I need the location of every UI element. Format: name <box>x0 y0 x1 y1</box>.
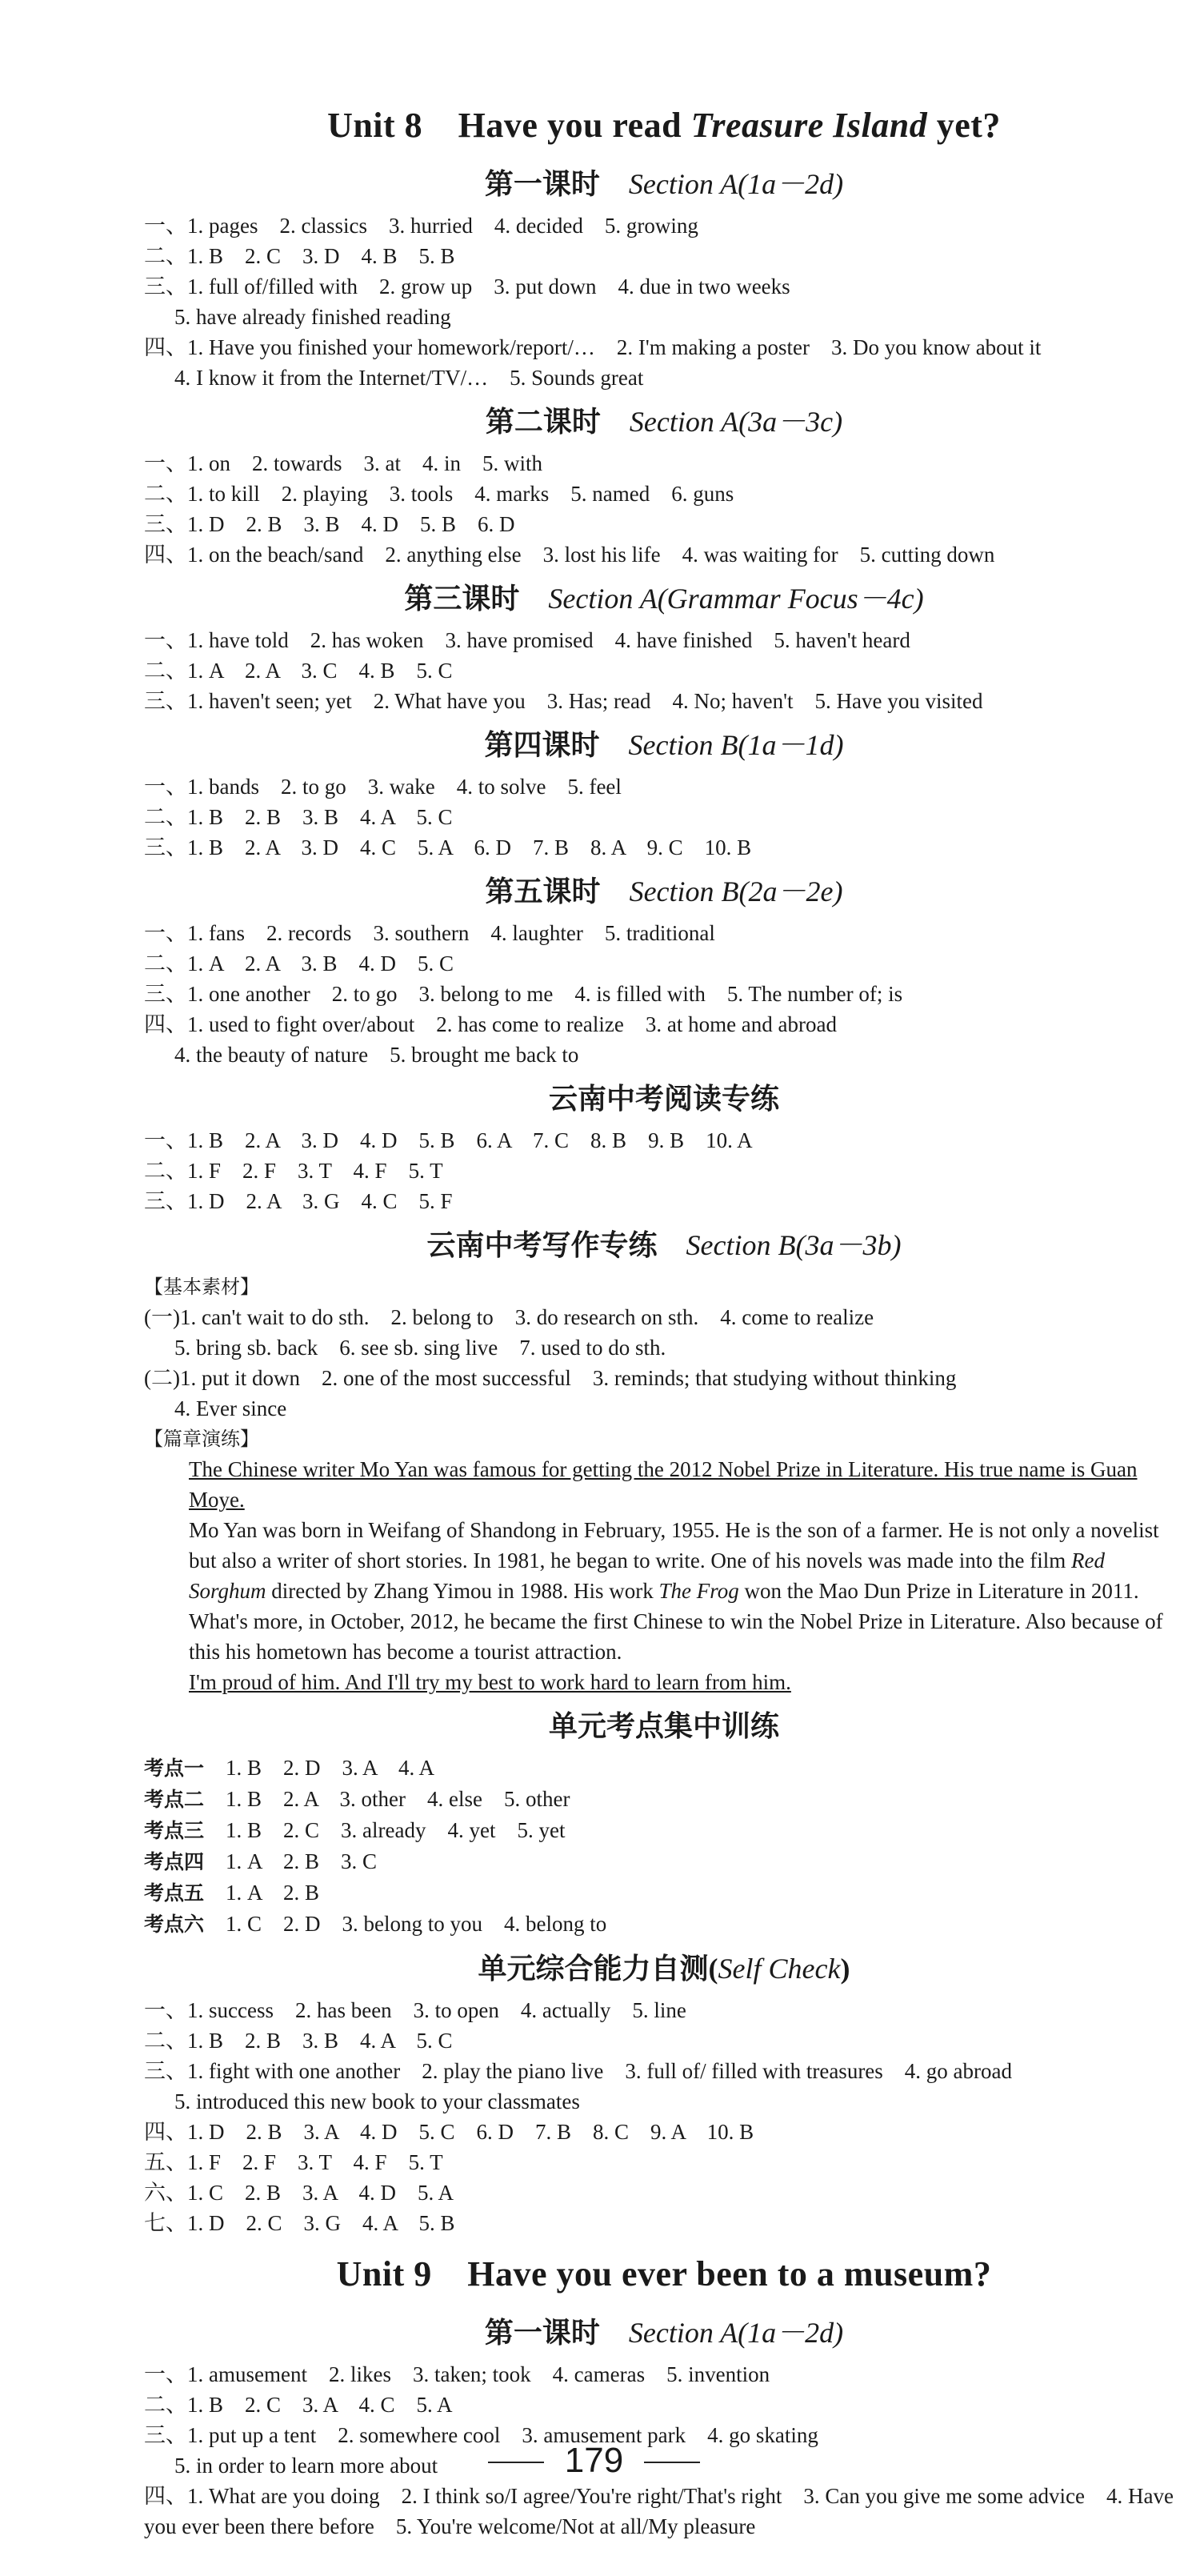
answer-line: 二、1. B 2. B 3. B 4. A 5. C <box>144 2029 453 2053</box>
answer-line: 一、1. success 2. has been 3. to open 4. actually 5. line <box>144 1998 686 2022</box>
dash-right <box>644 2462 700 2463</box>
answer-line: 四、1. Have you finished your homework/report/… 2. I'm making a poster 3. Do you know about it <box>144 335 1042 359</box>
section-label: 【篇章演练】 <box>144 1428 259 1450</box>
answer-line: 4. I know it from the Internet/TV/… 5. Sounds great <box>174 366 644 390</box>
answer-line: 考点一 1. B 2. D 3. A 4. A <box>144 1756 435 1780</box>
essay-paragraph: The Chinese writer Mo Yan was famous for getting the 2012 Nobel Prize in Literature. His true name is Guan Moye. <box>189 1457 1138 1512</box>
essay-paragraph: I'm proud of him. And I'll try my best to work hard to learn from him. <box>189 1670 791 1694</box>
answer-line: 二、1. A 2. A 3. B 4. D 5. C <box>144 951 454 976</box>
answer-line: 七、1. D 2. C 3. G 4. A 5. B <box>144 2211 455 2235</box>
answer-line: 二、1. F 2. F 3. T 4. F 5. T <box>144 1159 443 1183</box>
answer-line: 三、1. one another 2. to go 3. belong to me 4. is filled with 5. The number of; is <box>144 982 903 1006</box>
answer-line: 一、1. amusement 2. likes 3. taken; took 4. cameras 5. invention <box>144 2362 770 2386</box>
section-label: 【基本素材】 <box>144 1276 259 1298</box>
answer-line: 5. introduced this new book to your classmates <box>174 2089 580 2113</box>
s8-title: 单元考点集中训练 <box>548 1710 779 1742</box>
answer-line: 二、1. B 2. C 3. D 4. B 5. B <box>144 244 455 268</box>
answer-line: 一、1. bands 2. to go 3. wake 4. to solve 5. feel <box>144 775 622 799</box>
answer-line: 三、1. fight with one another 2. play the piano live 3. full of/ filled with treasures 4. go abroad <box>144 2059 1013 2083</box>
unit8-title: Unit 8 Have you read Treasure Island yet? <box>327 106 1001 145</box>
answer-line: 四、1. on the beach/sand 2. anything else 3. lost his life 4. was waiting for 5. cutting down <box>144 543 995 567</box>
essay-paragraph: Mo Yan was born in Weifang of Shandong in February, 1955. He is the son of a farmer. He is not only a novelist but also a writer of short stories. In 1981, he began to write. One of his novels was made into the film Red Sorghum directed by Zhang Yimou in 1988. His work The Frog won the Mao Dun Prize in Literature in 2011. What's more, in October, 2012, he became the first Chinese to win the Nobel Prize in Literature. Also because of this his hometown has become a tourist attraction. <box>189 1518 1163 1664</box>
s1-title: 第一课时 Section A(1a－2d) <box>484 168 844 200</box>
answer-line: 5. bring sb. back 6. see sb. sing live 7. used to do sth. <box>174 1336 666 1360</box>
s4-title: 第四课时 Section B(1a－1d) <box>484 729 844 761</box>
answer-line: 考点五 1. A 2. B <box>144 1881 320 1905</box>
answer-line: 三、1. B 2. A 3. D 4. C 5. A 6. D 7. B 8. A 9. C 10. B <box>144 835 752 859</box>
answer-line: 考点六 1. C 2. D 3. belong to you 4. belong to <box>144 1912 607 1936</box>
answer-line: 三、1. D 2. B 3. B 4. D 5. B 6. D <box>144 512 515 536</box>
answer-line: 三、1. D 2. A 3. G 4. C 5. F <box>144 1189 453 1213</box>
answer-line: 一、1. B 2. A 3. D 4. D 5. B 6. A 7. C 8. B 9. B 10. A <box>144 1128 753 1152</box>
s2-title: 第二课时 Section A(3a－3c) <box>485 406 843 438</box>
answer-line: 四、1. What are you doing 2. I think so/I agree/You're right/That's right 3. Can you give me some advice 4. Have you ever been there before 5. You're welcome/Not at all/My pleasure <box>144 2484 1174 2538</box>
answer-line: 五、1. F 2. F 3. T 4. F 5. T <box>144 2150 443 2174</box>
unit9-title: Unit 9 Have you ever been to a museum? <box>336 2254 992 2294</box>
s9-title: 单元综合能力自测(Self Check) <box>478 1953 850 1985</box>
answer-page <box>144 96 1184 2542</box>
answer-line: 六、1. C 2. B 3. A 4. D 5. A <box>144 2181 454 2205</box>
answer-line: 二、1. A 2. A 3. C 4. B 5. C <box>144 659 453 683</box>
answer-line: 四、1. D 2. B 3. A 4. D 5. C 6. D 7. B 8. C 9. A 10. B <box>144 2120 754 2144</box>
answer-line: 5. in order to learn more about <box>174 2454 438 2478</box>
answer-line: 三、1. put up a tent 2. somewhere cool 3. amusement park 4. go skating <box>144 2423 818 2447</box>
answer-line: 二、1. to kill 2. playing 3. tools 4. marks 5. named 6. guns <box>144 482 734 506</box>
s3-title: 第三课时 Section A(Grammar Focus－4c) <box>404 583 924 615</box>
answer-line: 二、1. B 2. C 3. A 4. C 5. A <box>144 2393 453 2417</box>
answer-line: (二)1. put it down 2. one of the most successful 3. reminds; that studying without thinking <box>144 1366 957 1390</box>
answer-line: 二、1. B 2. B 3. B 4. A 5. C <box>144 805 453 829</box>
dash-left <box>488 2462 544 2463</box>
answer-line: 考点二 1. B 2. A 3. other 4. else 5. other <box>144 1787 570 1811</box>
answer-line: 考点三 1. B 2. C 3. already 4. yet 5. yet <box>144 1818 566 1842</box>
answer-line: (一)1. can't wait to do sth. 2. belong to 3. do research on sth. 4. come to realize <box>144 1305 874 1329</box>
answer-line: 三、1. haven't seen; yet 2. What have you 3. Has; read 4. No; haven't 5. Have you visited <box>144 689 983 713</box>
answer-line: 4. Ever since <box>174 1396 287 1420</box>
s6-title: 云南中考阅读专练 <box>548 1083 779 1115</box>
page-number: 179 <box>0 2441 1188 2481</box>
s5-title: 第五课时 Section B(2a－2e) <box>485 875 843 907</box>
answer-line: 一、1. fans 2. records 3. southern 4. laughter 5. traditional <box>144 921 715 945</box>
s7-title: 云南中考写作专练 Section B(3a－3b) <box>426 1229 902 1261</box>
answer-line: 考点四 1. A 2. B 3. C <box>144 1849 378 1873</box>
answer-line: 4. the beauty of nature 5. brought me back to <box>174 1043 579 1067</box>
s10-title: 第一课时 Section A(1a－2d) <box>484 2317 844 2349</box>
answer-line: 一、1. on 2. towards 3. at 4. in 5. with <box>144 451 542 475</box>
answer-line: 三、1. full of/filled with 2. grow up 3. put down 4. due in two weeks <box>144 274 790 298</box>
answer-line: 一、1. pages 2. classics 3. hurried 4. decided 5. growing <box>144 214 698 238</box>
answer-line: 一、1. have told 2. has woken 3. have promised 4. have finished 5. haven't heard <box>144 628 910 652</box>
answer-line: 四、1. used to fight over/about 2. has come to realize 3. at home and abroad <box>144 1012 838 1036</box>
answer-line: 5. have already finished reading <box>174 305 451 329</box>
